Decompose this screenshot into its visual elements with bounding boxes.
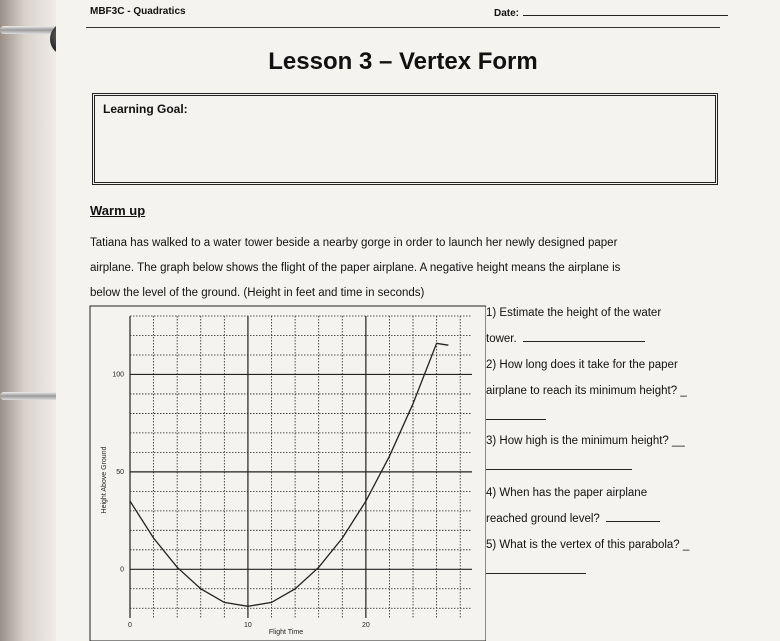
course-header: MBF3C - Quadratics	[90, 6, 186, 17]
question-1-line: 1) Estimate the height of the water	[486, 307, 662, 319]
chart-frame	[90, 306, 486, 641]
intro-line: Tatiana has walked to a water tower beside a nearby gorge in order to launch her newly designed paper	[90, 237, 618, 249]
date-field	[494, 8, 728, 19]
y-tick-label: 100	[112, 371, 124, 379]
binder-edge	[0, 0, 62, 641]
x-axis-label: Flight Time	[268, 629, 304, 636]
question-1-line: tower.	[486, 333, 517, 345]
header-rule	[86, 27, 720, 28]
intro-paragraph	[90, 231, 720, 306]
question-2-line: airplane to reach its minimum height? _	[486, 385, 687, 397]
y-tick-label: 0	[120, 566, 124, 574]
x-tick-label: 20	[361, 622, 370, 629]
question-2-answer-row	[486, 404, 687, 426]
question-4-line: reached ground level?	[486, 513, 600, 525]
question-3-answer-row	[486, 454, 685, 480]
y-axis-label: Height Above Ground	[101, 446, 108, 514]
question-4	[486, 480, 660, 532]
flight-chart	[86, 300, 486, 641]
question-1	[486, 300, 661, 352]
page-title: Lesson 3 – Vertex Form	[268, 48, 538, 75]
question-5	[486, 532, 689, 580]
question-2-answer-blank[interactable]	[486, 419, 546, 420]
question-5-answer-blank[interactable]	[486, 573, 586, 574]
x-tick-label: 10	[244, 622, 252, 629]
question-5-answer-row	[486, 558, 689, 580]
question-5-line: 5) What is the vertex of this parabola? _	[486, 539, 690, 551]
question-2	[486, 352, 687, 426]
question-2-line: 2) How long does it take for the paper	[486, 359, 678, 371]
intro-line: airplane. The graph below shows the flight of the paper airplane. A negative height means the airplane is	[90, 262, 621, 274]
learning-goal-label: Learning Goal:	[103, 102, 188, 116]
question-4-line: 4) When has the paper airplane	[486, 487, 648, 499]
question-4-answer-row	[486, 506, 660, 532]
y-tick-label: 50	[116, 468, 124, 476]
date-blank[interactable]	[523, 15, 728, 16]
question-1-answer-row	[486, 326, 661, 352]
question-3-line: 3) How high is the minimum height? __	[486, 435, 685, 447]
question-3	[486, 428, 685, 480]
section-title: Warm up	[90, 203, 146, 218]
question-1-answer-blank[interactable]	[523, 341, 645, 342]
question-3-answer-blank[interactable]	[486, 469, 632, 470]
date-label: Date:	[494, 8, 520, 19]
learning-goal-box[interactable]	[92, 93, 718, 185]
x-tick-label: 0	[128, 622, 132, 629]
question-4-answer-blank[interactable]	[606, 521, 660, 522]
intro-line: below the level of the ground. (Height in feet and time in seconds)	[90, 287, 425, 299]
